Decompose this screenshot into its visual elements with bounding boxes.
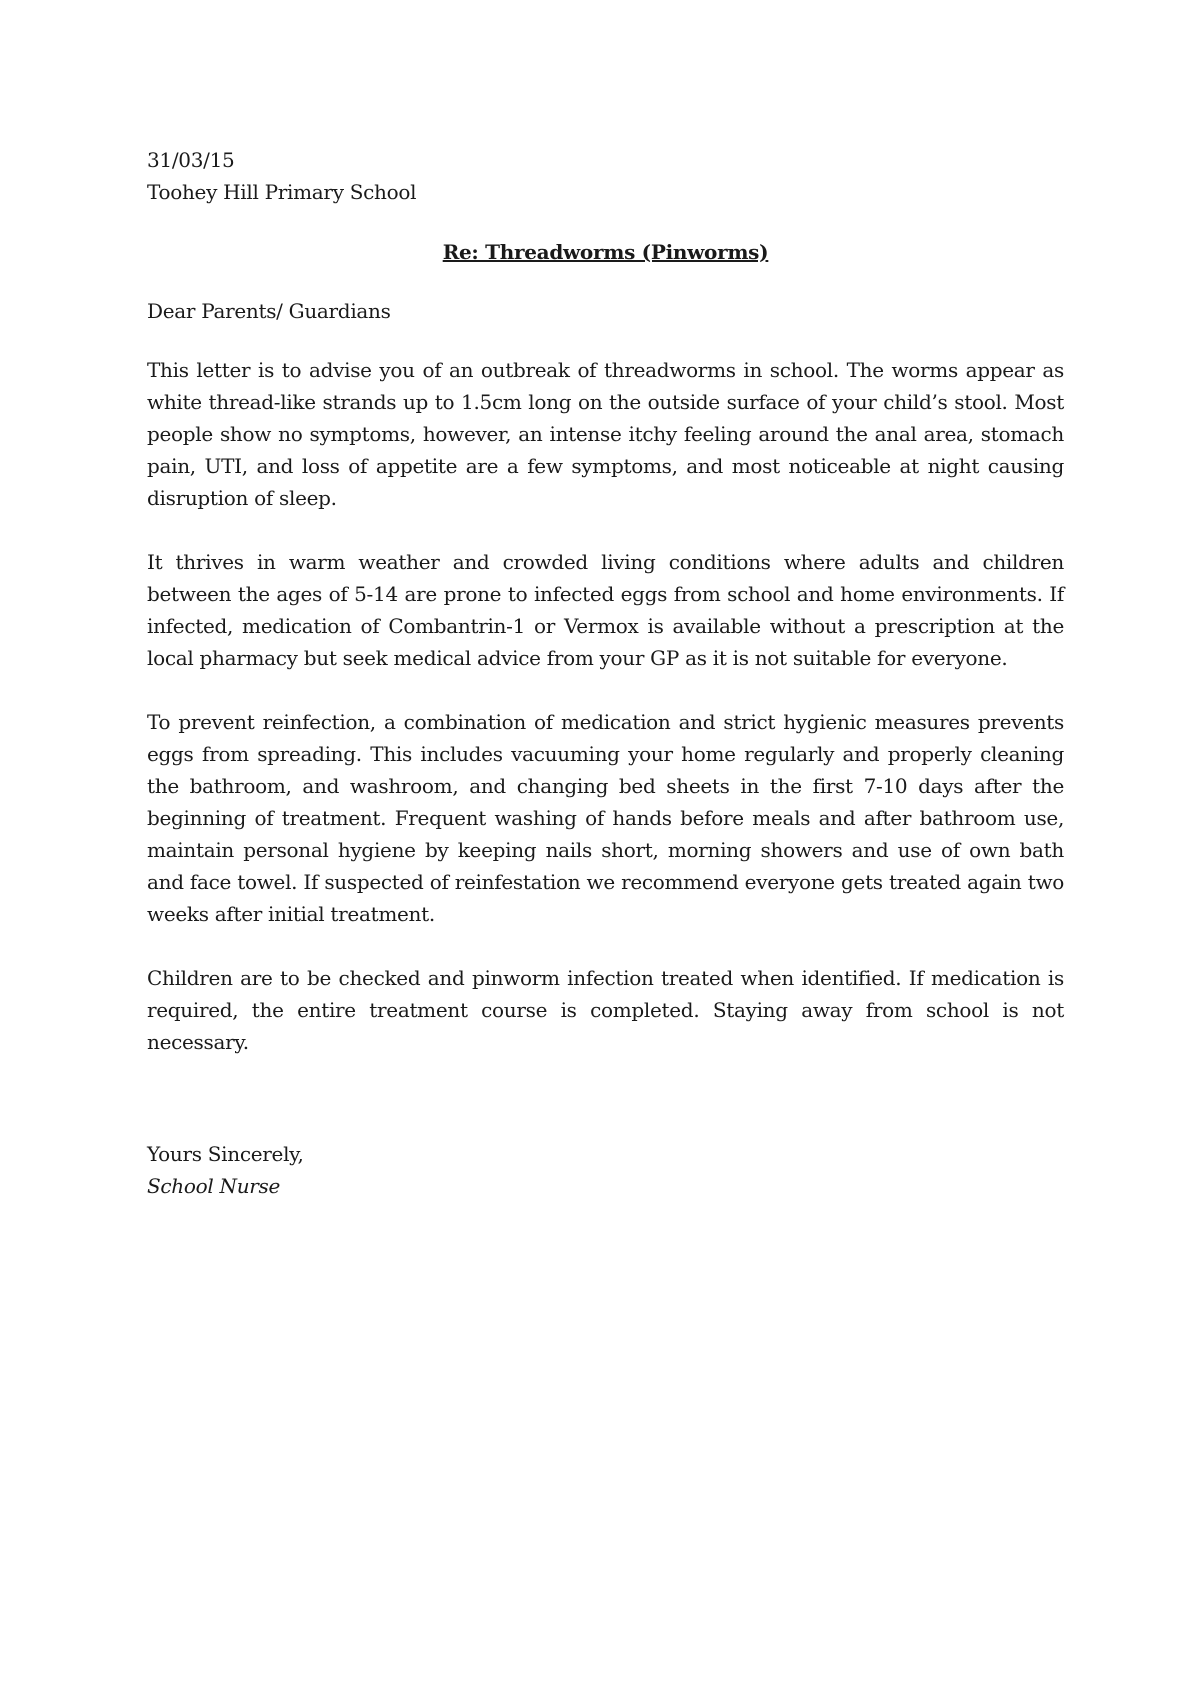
letter-closing: Yours Sincerely, xyxy=(147,1142,304,1166)
letter-salutation: Dear Parents/ Guardians xyxy=(147,299,391,323)
letter-signature: School Nurse xyxy=(147,1174,281,1198)
school-name: Toohey Hill Primary School xyxy=(147,180,417,204)
paragraph-treatment: Children are to be checked and pinworm infection treated when identified. If medication is required, the entire treatment course is completed. Staying away from school is not necessary. xyxy=(147,966,1064,1054)
letter-subject: Re: Threadworms (Pinworms) xyxy=(442,240,769,264)
letter-date: 31/03/15 xyxy=(147,148,235,172)
paragraph-outbreak: This letter is to advise you of an outbreak of threadworms in school. The worms appear as white thread-like strands up to 1.5cm long on the outside surface of your child’s stool. Most people show no symptoms, however, an intense itchy feeling around the anal area, stomach pain, UTI, and loss of appetite are a few symptoms, and most noticeable at night causing disruption of sleep. xyxy=(147,358,1064,510)
paragraph-prevention: To prevent reinfection, a combination of medication and strict hygienic measures prevents eggs from spreading. This includes vacuuming your home regularly and properly cleaning the bathroom, and washroom, and changing bed sheets in the first 7-10 days after the beginning of treatment. Frequent washing of hands before meals and after bathroom use, maintain personal hygiene by keeping nails short, morning showers and use of own bath and face towel. If suspected of reinfestation we recommend everyone gets treated again two weeks after initial treatment. xyxy=(147,710,1064,926)
letter-body xyxy=(147,144,1064,1202)
paragraph-transmission: It thrives in warm weather and crowded living conditions where adults and children between the ages of 5-14 are prone to infected eggs from school and home environments. If infected, medication of Combantrin-1 or Vermox is available without a prescription at the local pharmacy but seek medical advice from your GP as it is not suitable for everyone. xyxy=(147,550,1064,670)
